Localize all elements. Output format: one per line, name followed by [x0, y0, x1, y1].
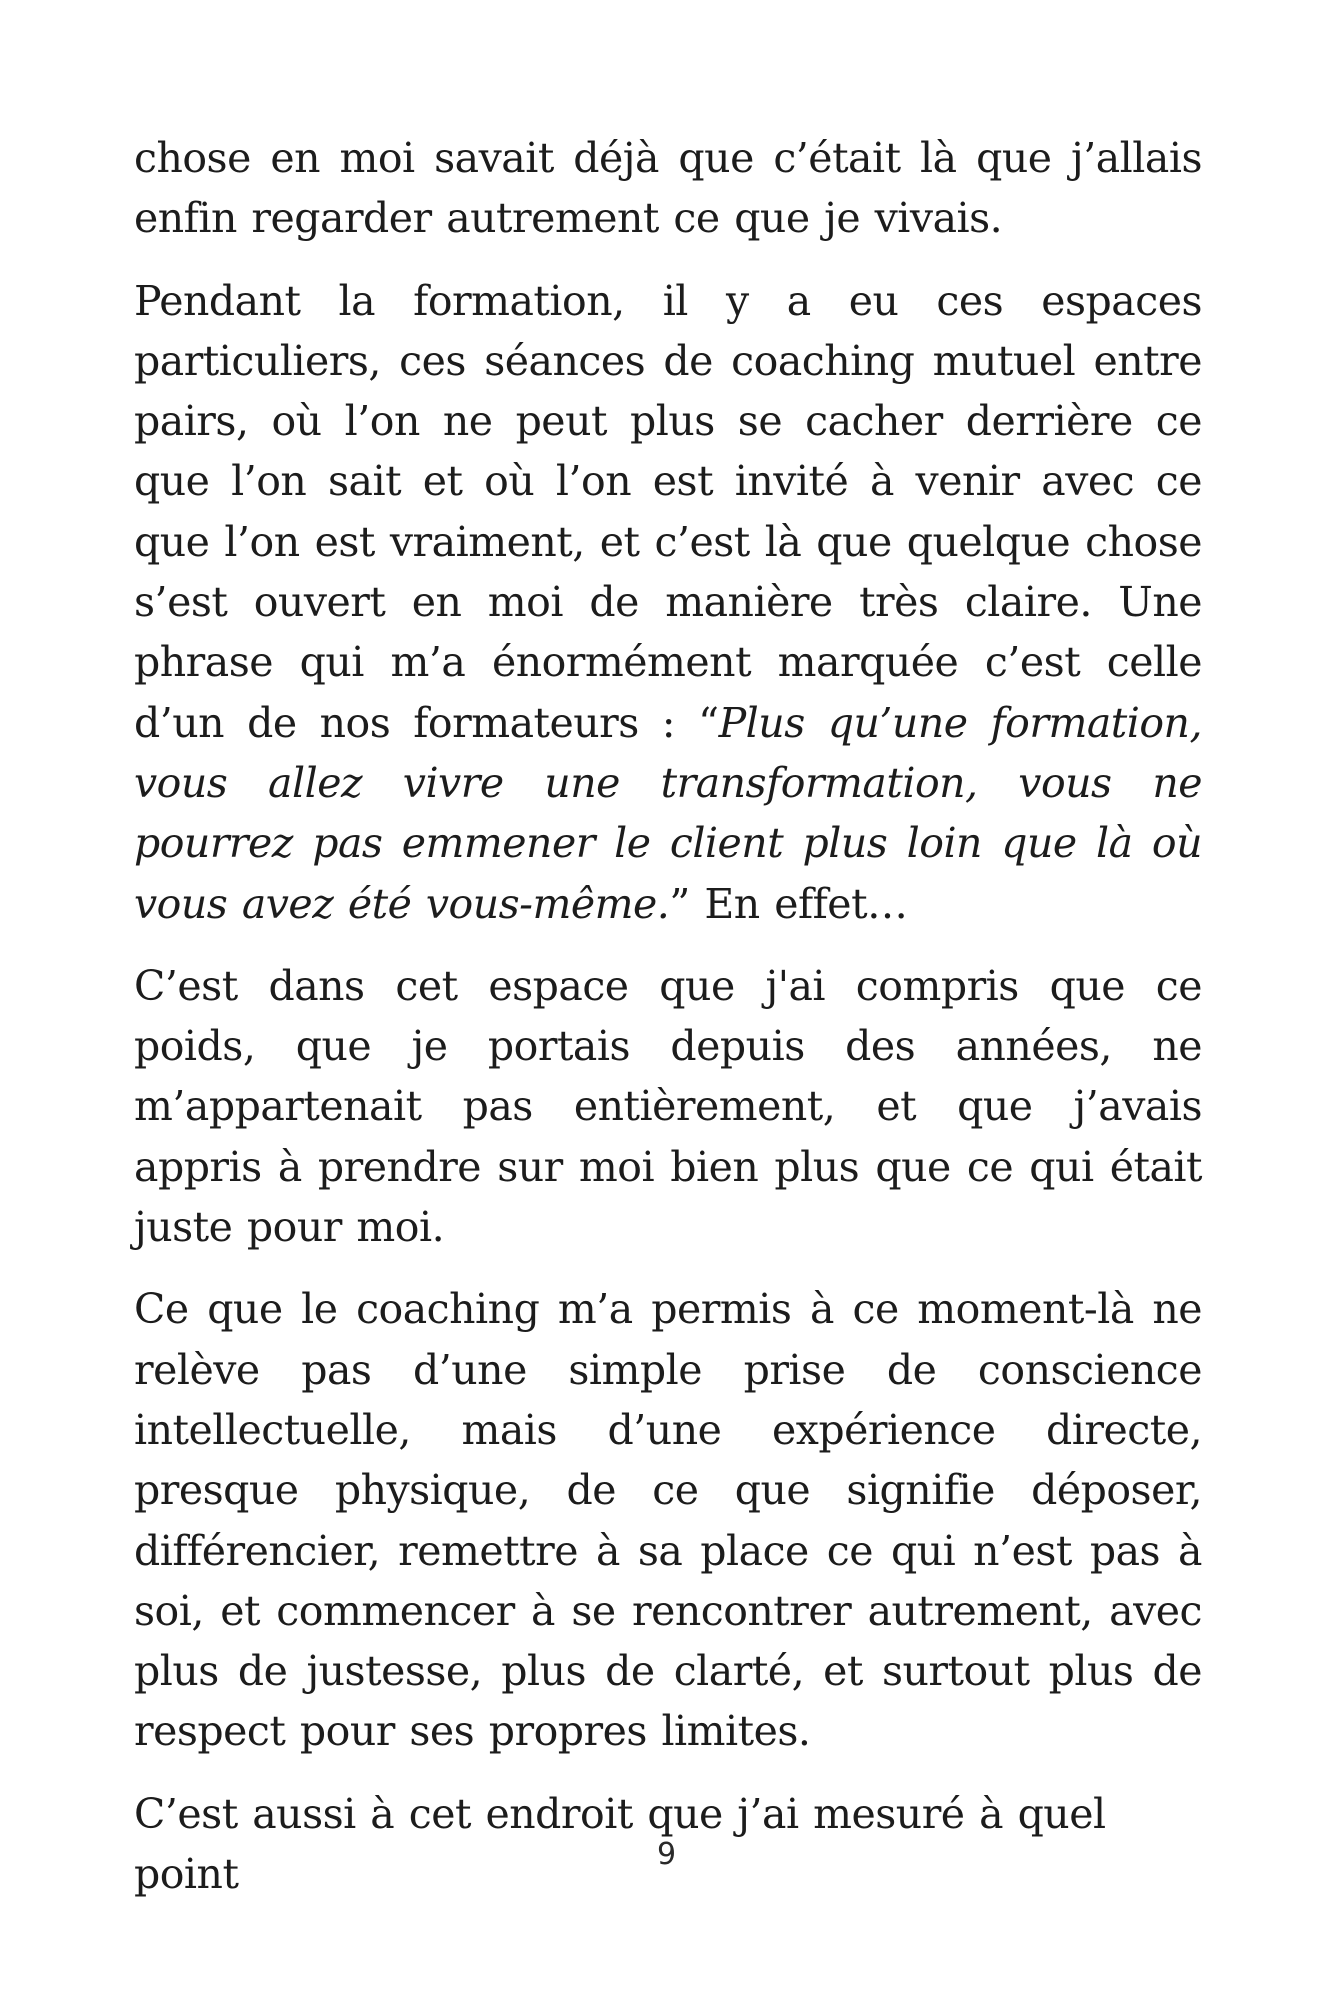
paragraph-2-text: Pendant la formation, il y a eu ces espaces particuliers, ces séances de coaching mutuel entre pairs, où l’on ne peut plus se cacher derrière ce que l’on sait et où l’on est invité à venir avec ce que l’on est vraiment, et c’est là que quelque chose s’est ouvert en moi de manière très claire. Une phrase qui m’a énormément marquée c’est celle d’un de nos formateurs : “: [134, 276, 1202, 747]
paragraph-3: C’est dans cet espace que j'ai compris que ce poids, que je portais depuis des années, ne m’appartenait pas entièrement, et que j’avais appris à prendre sur moi bien plus que ce qui était juste pour moi.: [134, 961, 1202, 1252]
paragraph-4: Ce que le coaching m’a permis à ce moment-là ne relève pas d’une simple prise de conscience intellectuelle, mais d’une expérience directe, presque physique, de ce que signifie déposer, différencier, remettre à sa place ce qui n’est pas à soi, et commencer à se rencontrer autrement, avec plus de justesse, plus de clarté, et surtout plus de respect pour ses propres limites.: [134, 1285, 1202, 1756]
paragraph-1: chose en moi savait déjà que c’était là que j’allais enfin regarder autrement ce que je vivais.: [134, 134, 1202, 243]
formateur-quote: Plus qu’une formation, vous allez vivre une transformation, vous ne pourrez pas emmener le client plus loin que là où vous avez été vous-même.: [134, 698, 1202, 928]
paragraph-5: C’est aussi à cet endroit que j’ai mesuré à quel point: [134, 1789, 1106, 1899]
page-body: [134, 128, 1202, 1926]
paragraph-2-tail: ” En effet…: [669, 879, 908, 928]
page-number: 9: [656, 1837, 677, 1872]
paragraph-2: [134, 271, 1202, 934]
